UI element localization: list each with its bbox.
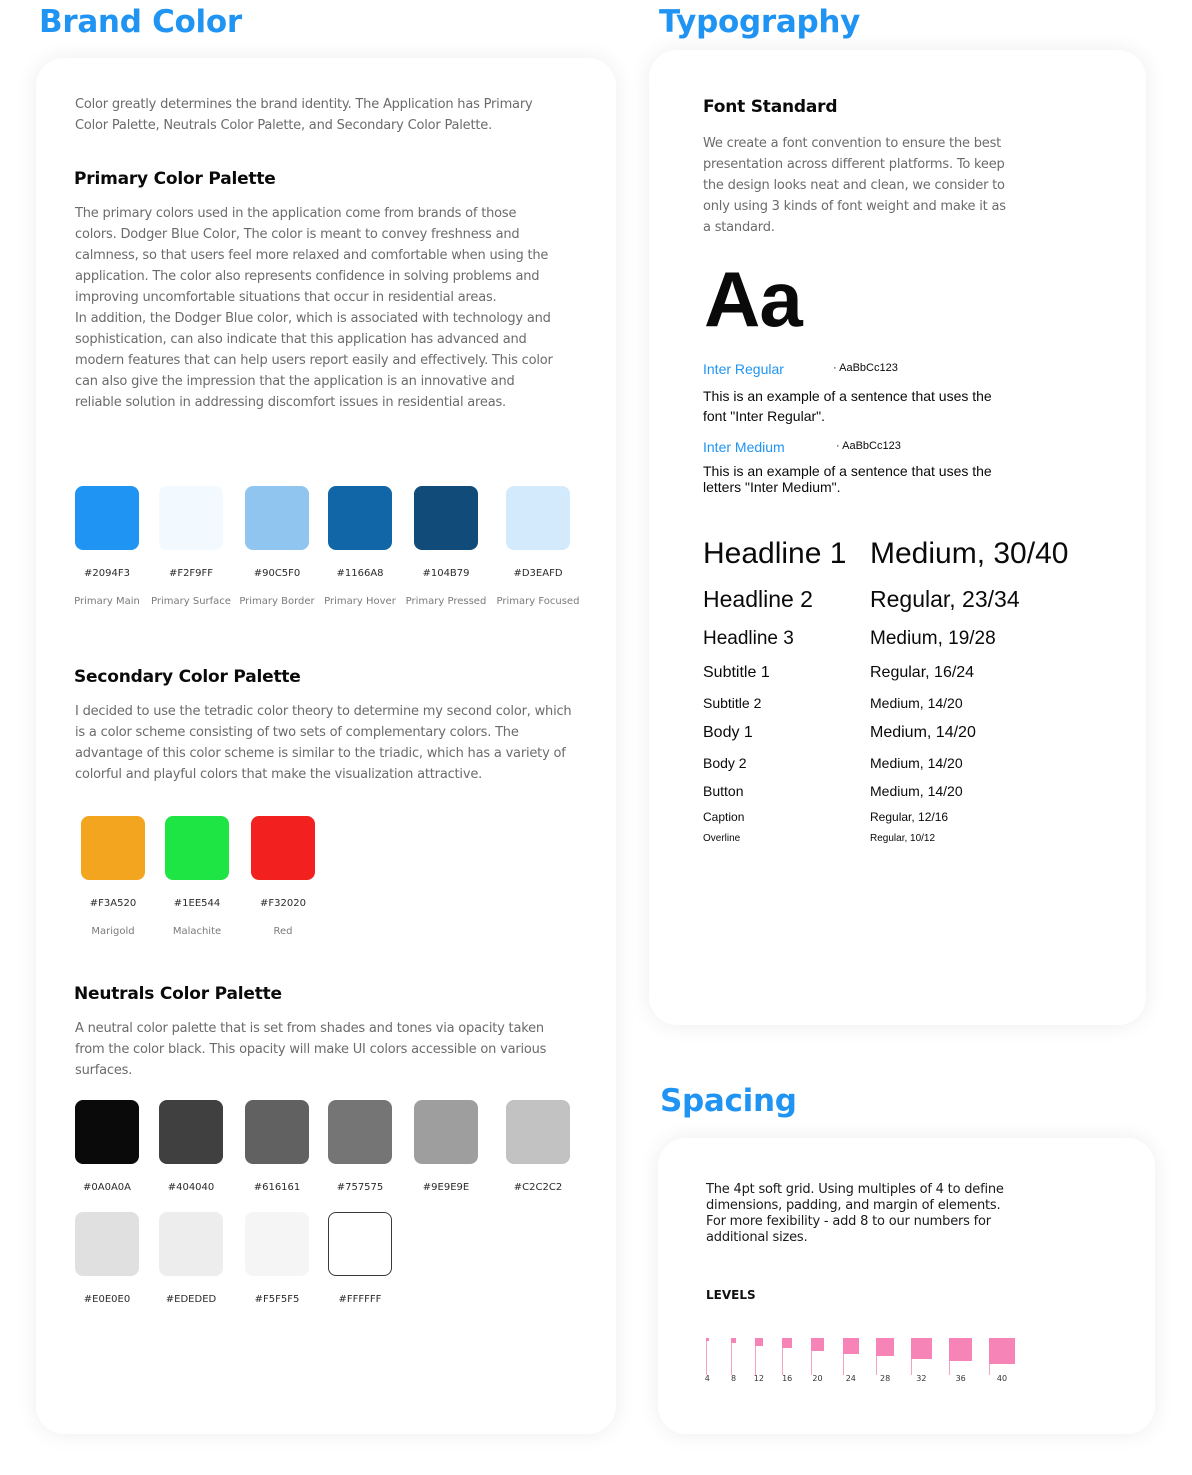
swatch-hex: #1EE544 (173, 898, 221, 909)
level-block-24 (843, 1338, 859, 1354)
swatch-hex: #F3A520 (89, 898, 137, 909)
swatch-primary-border (245, 486, 309, 550)
font-sample-medium: · AaBbCc123 (836, 440, 901, 452)
swatch-neutral-9e9e9e (414, 1100, 478, 1164)
spacing-title: Spacing (660, 1083, 797, 1119)
swatch-primary-hover (328, 486, 392, 550)
scale-spec-subtitle-2: Medium, 14/20 (870, 695, 963, 711)
scale-style-headline-3: Headline 3 (703, 628, 794, 649)
swatch-hex: #C2C2C2 (513, 1182, 563, 1193)
font-specimen: Aa (704, 255, 802, 343)
swatch-hex: #9E9E9E (422, 1182, 470, 1193)
level-label: 36 (955, 1374, 966, 1383)
swatch-primary-pressed (414, 486, 478, 550)
brand-color-title: Brand Color (39, 4, 242, 40)
level-label: 24 (845, 1374, 856, 1383)
swatch-hex: #FFFFFF (338, 1294, 382, 1305)
level-label: 32 (916, 1374, 927, 1383)
swatch-neutral-e0e0e0 (75, 1212, 139, 1276)
scale-style-overline: Overline (703, 833, 741, 844)
level-label: 8 (731, 1374, 737, 1383)
level-block-16 (782, 1338, 792, 1348)
typography-title: Typography (659, 4, 861, 40)
swatch-hex: #F5F5F5 (254, 1294, 300, 1305)
font-example-medium: This is an example of a sentence that uses the letters "Inter Medium". (703, 463, 992, 495)
swatch-primary-focused (506, 486, 570, 550)
swatch-neutral-ffffff (328, 1212, 392, 1276)
level-label: 28 (880, 1374, 891, 1383)
swatch-neutral-c2c2c2 (506, 1100, 570, 1164)
swatch-name: Primary Border (239, 596, 315, 607)
scale-spec-subtitle-1: Regular, 16/24 (870, 664, 975, 681)
swatch-primary-main (75, 486, 139, 550)
secondary-palette-text: I decided to use the tetradic color theory to determine my second color, which is a color scheme consisting of two sets of complementary colors. The advantage of this color scheme is similar to the triadic, which has a variety of colorful and playful colors that make the visualization attractive. (75, 704, 572, 782)
font-name-regular: Inter Regular (703, 361, 784, 377)
secondary-palette-heading: Secondary Color Palette (74, 667, 301, 687)
swatch-hex: #757575 (336, 1182, 384, 1193)
scale-style-subtitle-2: Subtitle 2 (703, 695, 762, 711)
swatch-hex: #616161 (253, 1182, 301, 1193)
scale-style-body-1: Body 1 (703, 724, 753, 741)
scale-style-body-2: Body 2 (703, 755, 747, 771)
swatch-hex: #1166A8 (336, 568, 384, 579)
swatch-hex: #EDEDED (165, 1294, 217, 1305)
level-label: 16 (782, 1374, 793, 1383)
scale-style-button: Button (703, 783, 744, 799)
level-label: 12 (753, 1374, 764, 1383)
swatch-hex: #2094F3 (84, 568, 130, 579)
level-stem (706, 1338, 707, 1375)
scale-style-headline-1: Headline 1 (703, 537, 847, 570)
scale-spec-overline: Regular, 10/12 (870, 833, 936, 844)
swatch-red (251, 816, 315, 880)
swatch-name: Primary Pressed (405, 596, 487, 607)
scale-spec-headline-1: Medium, 30/40 (870, 537, 1069, 570)
scale-style-subtitle-1: Subtitle 1 (703, 664, 770, 681)
level-label: 20 (812, 1374, 823, 1383)
swatch-neutral-f5f5f5 (245, 1212, 309, 1276)
brand-intro-text: Color greatly determines the brand identity. The Application has Primary Color Palette, Neutrals Color Palette, and Secondary Color Palette. (75, 97, 533, 133)
scale-spec-headline-2: Regular, 23/34 (870, 586, 1020, 612)
swatch-neutral-404040 (159, 1100, 223, 1164)
primary-palette-text: The primary colors used in the application come from brands of those colors. Dodger Blue Color, The color is meant to convey freshness and calmness, so that users feel more relaxed and comfortable when using the application. The color also represents confidence in solving problems and improving uncomfortable situations that occur in residential areas. In addition, the Dodger Blue color, which is associated with technology and sophistication, can also indicate that this application has advanced and modern features that can help users report easily and effectively. This color can also give the impression that the application is an innovative and reliable solution in addressing discomfort issues in residential areas. (75, 206, 553, 410)
level-stem (731, 1338, 732, 1375)
swatch-name: Marigold (91, 926, 135, 937)
swatch-hex: #0A0A0A (83, 1182, 131, 1193)
primary-palette-heading: Primary Color Palette (74, 169, 276, 189)
levels-label: LEVELS (706, 1288, 756, 1302)
swatch-name: Primary Surface (151, 596, 231, 607)
swatch-hex: #104B79 (422, 568, 470, 579)
font-name-medium: Inter Medium (703, 439, 785, 455)
swatch-primary-surface (159, 486, 223, 550)
font-sample-regular: · AaBbCc123 (833, 362, 898, 374)
level-block-20 (811, 1338, 824, 1351)
swatch-name: Primary Hover (324, 596, 396, 607)
level-block-40 (989, 1338, 1015, 1364)
swatch-hex: #90C5F0 (253, 568, 301, 579)
swatch-marigold (81, 816, 145, 880)
font-standard-heading: Font Standard (703, 97, 838, 117)
swatch-neutral-0a0a0a (75, 1100, 139, 1164)
level-block-8 (731, 1338, 736, 1343)
swatch-hex: #F2F9FF (168, 568, 214, 579)
scale-spec-headline-3: Medium, 19/28 (870, 628, 996, 649)
scale-style-caption: Caption (703, 810, 745, 824)
scale-spec-body-1: Medium, 14/20 (870, 724, 976, 741)
scale-style-headline-2: Headline 2 (703, 586, 813, 612)
swatch-name: Red (273, 926, 293, 937)
swatch-neutral-757575 (328, 1100, 392, 1164)
swatch-name: Primary Main (74, 596, 140, 607)
level-block-32 (911, 1338, 932, 1359)
swatch-malachite (165, 816, 229, 880)
swatch-hex: #404040 (167, 1182, 215, 1193)
font-standard-text: We create a font convention to ensure the best presentation across different platforms. To keep the design looks neat and clean, we consider to only using 3 kinds of font weight and make it as a standard. (703, 136, 1006, 235)
level-label: 4 (704, 1374, 710, 1383)
swatch-hex: #F32020 (260, 898, 306, 909)
scale-spec-body-2: Medium, 14/20 (870, 755, 963, 771)
level-block-36 (949, 1338, 972, 1361)
neutrals-palette-heading: Neutrals Color Palette (74, 984, 282, 1004)
scale-spec-button: Medium, 14/20 (870, 783, 963, 799)
swatch-name: Malachite (172, 926, 222, 937)
swatch-neutral-ededed (159, 1212, 223, 1276)
spacing-text: The 4pt soft grid. Using multiples of 4 to define dimensions, padding, and margin of elements. For more fexibility - add 8 to our numbers for additional sizes. (706, 1182, 1004, 1245)
swatch-name: Primary Focused (496, 596, 580, 607)
level-block-28 (876, 1338, 894, 1356)
swatch-hex: #D3EAFD (513, 568, 563, 579)
scale-spec-caption: Regular, 12/16 (870, 810, 949, 824)
neutrals-palette-text: A neutral color palette that is set from shades and tones via opacity taken from the color black. This opacity will make UI colors accessible on various surfaces. (75, 1021, 547, 1078)
swatch-neutral-616161 (245, 1100, 309, 1164)
font-example-regular: This is an example of a sentence that uses the font "Inter Regular". (703, 388, 992, 424)
level-block-12 (755, 1338, 763, 1346)
level-label: 40 (996, 1374, 1008, 1383)
level-block-4 (706, 1338, 709, 1341)
swatch-hex: #E0E0E0 (83, 1294, 131, 1305)
